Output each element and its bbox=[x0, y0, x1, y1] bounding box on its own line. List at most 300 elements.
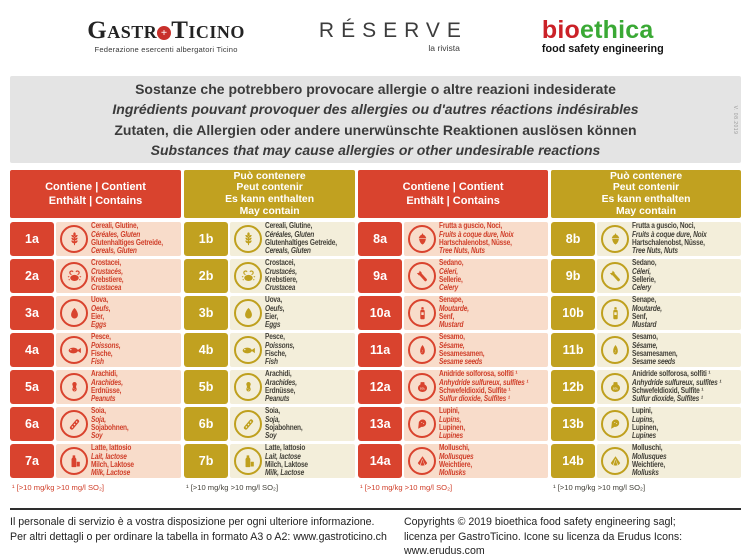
row-badge: 14a bbox=[358, 444, 402, 478]
intro-banner bbox=[10, 76, 741, 163]
mustard-icon bbox=[408, 299, 436, 327]
allergen-names bbox=[265, 333, 339, 367]
row-badge: 5a bbox=[10, 370, 54, 404]
allergen-table bbox=[10, 170, 741, 495]
allergen-name-line: Schwefeldioxid, Sulfite ¹ bbox=[439, 386, 511, 395]
allergen-row-3a bbox=[10, 296, 181, 330]
gastroticino-logo bbox=[87, 18, 245, 54]
allergen-row-12a bbox=[358, 370, 548, 404]
allergen-names bbox=[439, 296, 528, 330]
allergen-row-11a bbox=[358, 333, 548, 367]
allergen-name-line: Arachides, bbox=[91, 377, 123, 387]
contains-header bbox=[10, 170, 181, 218]
allergen-row-3b bbox=[184, 296, 355, 330]
milk-icon bbox=[234, 447, 262, 475]
allergen-name-line: Milk, Lactose bbox=[91, 468, 131, 478]
row-badge: 10a bbox=[358, 296, 402, 330]
row-badge: 6b bbox=[184, 407, 228, 441]
row-badge: 1a bbox=[10, 222, 54, 256]
allergen-name-line: Sesamo, bbox=[439, 333, 465, 342]
allergen-name-line: Fische, bbox=[91, 349, 113, 358]
column-header-line: Es kann enthalten bbox=[225, 194, 315, 205]
row-badge: 11b bbox=[551, 333, 595, 367]
allergen-cell bbox=[230, 259, 355, 293]
soy-icon bbox=[60, 410, 88, 438]
allergen-name-line: Frutta a guscio, Noci, bbox=[439, 222, 503, 231]
allergen-name-line: Milk, Lactose bbox=[265, 468, 305, 478]
allergen-row-8a bbox=[358, 222, 548, 256]
allergen-name-line: Krebstiere, bbox=[91, 275, 124, 284]
row-badge: 3b bbox=[184, 296, 228, 330]
allergen-name-line: Senf, bbox=[439, 312, 455, 321]
allergen-name-line: Sesame seeds bbox=[439, 357, 483, 367]
allergen-cell bbox=[230, 222, 355, 256]
row-badge: 5b bbox=[184, 370, 228, 404]
allergen-row-7a bbox=[10, 444, 181, 478]
allergen-name-line: Soia, bbox=[91, 407, 106, 416]
allergen-name-line: Sésame, bbox=[632, 340, 658, 350]
row-badge: 9b bbox=[551, 259, 595, 293]
allergen-name-line: Lait, lactose bbox=[91, 451, 127, 461]
allergen-names bbox=[91, 222, 165, 256]
column-header-line: May contain bbox=[616, 205, 677, 217]
allergen-name-line: Weichtiere, bbox=[439, 460, 473, 469]
may-contain-header bbox=[551, 170, 741, 218]
allergen-cell bbox=[597, 407, 741, 441]
allergen-names bbox=[91, 444, 165, 478]
bioethica-wordmark bbox=[542, 17, 664, 43]
egg-icon bbox=[234, 299, 262, 327]
footer-left-line2: Per altri dettagli o per ordinare la tabella in formato A3 o A2: www.gastroticino.ch bbox=[10, 530, 387, 543]
column-header-line: Enthält | Contains bbox=[48, 195, 143, 207]
allergen-name-line: Sulfur dioxide, Sulfites ¹ bbox=[439, 394, 510, 404]
row-badge: 1b bbox=[184, 222, 228, 256]
allergen-row-11b bbox=[551, 333, 741, 367]
allergen-name-line: Pesce, bbox=[91, 333, 111, 342]
celery-icon bbox=[408, 262, 436, 290]
allergen-name-line: Senf, bbox=[632, 312, 648, 321]
allergen-name-line: Frutta a guscio, Noci, bbox=[632, 222, 696, 231]
row-badge: 7a bbox=[10, 444, 54, 478]
allergen-names bbox=[91, 407, 165, 441]
allergen-name-line: Cereals, Gluten bbox=[91, 246, 137, 256]
allergen-name-line: Anidride solforosa, solfiti ¹ bbox=[632, 370, 711, 379]
allergen-name-line: Mollusques bbox=[439, 451, 474, 461]
crab-icon bbox=[60, 262, 88, 290]
allergen-name-line: Oeufs, bbox=[265, 303, 285, 313]
allergen-name-line: Cereals, Gluten bbox=[265, 246, 311, 256]
allergen-cell bbox=[404, 222, 548, 256]
allergen-names bbox=[91, 259, 165, 293]
allergen-names bbox=[632, 259, 721, 293]
allergen-cell bbox=[597, 333, 741, 367]
allergen-cell bbox=[404, 444, 548, 478]
allergen-name-line: Latte, lattosio bbox=[265, 444, 306, 453]
allergen-name-line: Anidride solforosa, solfiti ¹ bbox=[439, 370, 518, 379]
allergen-row-5a bbox=[10, 370, 181, 404]
allergen-row-13a bbox=[358, 407, 548, 441]
column-header-line: Contiene | Contient bbox=[402, 181, 504, 193]
allergen-row-8b bbox=[551, 222, 741, 256]
allergen-name-line: Soy bbox=[91, 431, 103, 441]
sulphite-icon bbox=[408, 373, 436, 401]
allergen-cell bbox=[404, 333, 548, 367]
allergen-cell bbox=[597, 444, 741, 478]
allergen-cell bbox=[56, 370, 181, 404]
bioethica-name-bio: bio bbox=[541, 16, 581, 44]
reserve-wordmark: RÉSERVE bbox=[318, 19, 468, 42]
allergen-name-line: Latte, lattosio bbox=[91, 444, 132, 453]
allergen-name-line: Crustacea bbox=[265, 283, 296, 293]
allergen-name-line: Schwefeldioxid, Sulfite ¹ bbox=[632, 386, 704, 395]
allergen-names bbox=[632, 296, 721, 330]
allergen-name-line: Mollusks bbox=[439, 468, 466, 478]
allergen-name-line: Sojabohnen, bbox=[91, 423, 129, 432]
column-header-line: Es kann enthalten bbox=[601, 194, 691, 205]
column-header-line: Enthält | Contains bbox=[406, 195, 500, 207]
allergen-name-line: Cereali, Glutine, bbox=[265, 222, 313, 231]
allergen-name-line: Erdnüsse, bbox=[265, 386, 296, 395]
row-badge: 11a bbox=[358, 333, 402, 367]
allergen-name-line: Sulfur dioxide, Sulfites ¹ bbox=[632, 394, 703, 404]
peanut-icon bbox=[60, 373, 88, 401]
allergen-name-line: Fruits à coque dure, Noix bbox=[632, 229, 707, 239]
allergen-cell bbox=[597, 259, 741, 293]
allergen-cell bbox=[56, 407, 181, 441]
allergen-row-6b bbox=[184, 407, 355, 441]
milk-icon bbox=[60, 447, 88, 475]
row-badge: 2b bbox=[184, 259, 228, 293]
allergen-name-line: Moutarde, bbox=[632, 303, 662, 313]
allergen-row-12b bbox=[551, 370, 741, 404]
row-badge: 4b bbox=[184, 333, 228, 367]
row-badge: 12a bbox=[358, 370, 402, 404]
allergen-name-line: Lupinen, bbox=[632, 423, 659, 432]
allergen-name-line: Lupines bbox=[439, 431, 464, 441]
allergen-name-line: Anhydride sulfureux, sulfites ¹ bbox=[439, 377, 529, 387]
mollusk-icon bbox=[408, 447, 436, 475]
allergen-row-9b bbox=[551, 259, 741, 293]
footer-divider bbox=[10, 508, 741, 510]
allergen-names bbox=[632, 407, 721, 441]
allergen-name-line: Eggs bbox=[91, 320, 107, 330]
footer-left-line1: Il personale di servizio è a vostra disposizione per ogni ulteriore informazione. bbox=[10, 516, 375, 528]
allergen-cell bbox=[597, 296, 741, 330]
nut-icon bbox=[408, 225, 436, 253]
allergen-name-line: Fruits à coque dure, Noix bbox=[439, 229, 514, 239]
version-code: V. 08.2019 bbox=[732, 105, 738, 134]
allergen-name-line: Mollusks bbox=[632, 468, 659, 478]
gastroticino-subtitle: Federazione esercenti albergatori Ticino bbox=[94, 45, 238, 54]
allergen-row-1a bbox=[10, 222, 181, 256]
column-header-line: Peut contenir bbox=[612, 182, 680, 194]
fish-icon bbox=[234, 336, 262, 364]
reserve-logo bbox=[319, 19, 468, 53]
allergen-row-7b bbox=[184, 444, 355, 478]
allergen-names bbox=[632, 333, 721, 367]
allergen-name-line: Peanuts bbox=[265, 394, 290, 404]
allergen-name-line: Lupini, bbox=[632, 407, 653, 416]
allergen-row-2b bbox=[184, 259, 355, 293]
allergen-name-line: Mustard bbox=[439, 320, 464, 330]
allergen-names bbox=[265, 222, 339, 256]
allergen-name-line: Céréales, Gluten bbox=[91, 229, 141, 239]
allergen-cell bbox=[56, 444, 181, 478]
allergen-name-line: Crustacés, bbox=[265, 266, 297, 276]
allergen-names bbox=[439, 370, 528, 404]
allergen-name-line: Soy bbox=[265, 431, 277, 441]
allergen-name-line: Crostacei, bbox=[91, 259, 122, 268]
allergen-cell bbox=[230, 296, 355, 330]
allergen-cell bbox=[230, 370, 355, 404]
footer-right-line2: licenza per GastroTicino. Icone su licenza da Erudus Icons: www.erudus.com bbox=[404, 530, 683, 557]
sulphite-icon bbox=[601, 373, 629, 401]
row-badge: 4a bbox=[10, 333, 54, 367]
allergen-names bbox=[91, 370, 165, 404]
allergen-name-line: Eggs bbox=[265, 320, 281, 330]
bioethica-subtitle: food safety engineering bbox=[541, 43, 664, 55]
allergen-name-line: Soia, bbox=[265, 407, 280, 416]
allergen-name-line: Glutenhaltiges Getreide, bbox=[265, 238, 337, 247]
gastroticino-emblem-icon: + bbox=[157, 26, 171, 40]
row-badge: 10b bbox=[551, 296, 595, 330]
allergen-name-line: Tree Nuts, Nuts bbox=[632, 246, 678, 256]
allergen-name-line: Hartschalenobst, Nüsse, bbox=[439, 238, 512, 247]
allergen-cell bbox=[56, 296, 181, 330]
allergen-name-line: Sedano, bbox=[439, 259, 464, 268]
allergen-name-line: Milch, Laktose bbox=[265, 460, 308, 469]
allergen-name-line: Céréales, Gluten bbox=[265, 229, 315, 239]
may-contain-header bbox=[184, 170, 355, 218]
footer-left bbox=[10, 515, 387, 544]
allergen-name-line: Moutarde, bbox=[439, 303, 470, 313]
lupin-icon bbox=[601, 410, 629, 438]
svg-text:SO₂: SO₂ bbox=[612, 386, 618, 390]
allergen-name-line: Milch, Laktose bbox=[91, 460, 134, 469]
so2-footnote: ¹ [>10 mg/kg >10 mg/l SO₂] bbox=[553, 483, 646, 492]
allergen-name-line: Sellerie, bbox=[632, 275, 656, 284]
allergen-name-line: Sesamo, bbox=[632, 333, 658, 342]
allergen-row-6a bbox=[10, 407, 181, 441]
allergen-name-line: Weichtiere, bbox=[632, 460, 666, 469]
row-badge: 13a bbox=[358, 407, 402, 441]
allergen-row-4b bbox=[184, 333, 355, 367]
allergen-row-1b bbox=[184, 222, 355, 256]
column-header-line: May contain bbox=[239, 205, 300, 217]
allergen-cell bbox=[404, 407, 548, 441]
allergen-name-line: Senape, bbox=[632, 296, 657, 305]
allergen-cell bbox=[404, 259, 548, 293]
allergen-name-line: Arachidi, bbox=[91, 370, 118, 379]
allergen-names bbox=[439, 222, 528, 256]
allergen-names bbox=[632, 370, 721, 404]
allergen-name-line: Anhydride sulfureux, sulfites ¹ bbox=[632, 377, 722, 387]
allergen-cell bbox=[230, 444, 355, 478]
sesame-icon bbox=[408, 336, 436, 364]
allergen-name-line: Lupinen, bbox=[439, 423, 466, 432]
contains-column-right bbox=[358, 170, 548, 495]
allergen-name-line: Celery bbox=[632, 283, 652, 293]
allergen-name-line: Sesamesamen, bbox=[439, 349, 485, 358]
allergen-name-line: Arachidi, bbox=[265, 370, 292, 379]
allergen-name-line: Céleri, bbox=[632, 266, 651, 276]
allergen-name-line: Lupins, bbox=[632, 414, 655, 424]
allergen-cell bbox=[230, 333, 355, 367]
allergen-names bbox=[265, 444, 339, 478]
allergen-name-line: Oeufs, bbox=[91, 303, 111, 313]
allergen-name-line: Arachides, bbox=[265, 377, 297, 387]
allergen-name-line: Senape, bbox=[439, 296, 464, 305]
column-header-line: Può contenere bbox=[609, 170, 683, 182]
allergen-name-line: Lait, lactose bbox=[265, 451, 301, 461]
allergen-name-line: Hartschalenobst, Nüsse, bbox=[632, 238, 705, 247]
allergen-names bbox=[439, 333, 528, 367]
gastroticino-name-left: Gastr bbox=[87, 17, 158, 44]
row-badge: 12b bbox=[551, 370, 595, 404]
svg-text:SO₂: SO₂ bbox=[419, 386, 425, 390]
allergen-row-2a bbox=[10, 259, 181, 293]
allergen-name-line: Eier, bbox=[265, 312, 279, 321]
may-contain-column-left bbox=[184, 170, 355, 495]
footer-right bbox=[404, 515, 751, 559]
allergen-cell bbox=[56, 333, 181, 367]
allergen-row-14b bbox=[551, 444, 741, 478]
allergen-name-line: Sesamesamen, bbox=[632, 349, 678, 358]
row-badge: 3a bbox=[10, 296, 54, 330]
footer-right-line1: Copyrights © 2019 bioethica food safety engineering sagl; bbox=[404, 516, 676, 528]
fish-icon bbox=[60, 336, 88, 364]
allergen-cell bbox=[230, 407, 355, 441]
allergen-name-line: Mustard bbox=[632, 320, 657, 330]
allergen-cell bbox=[56, 259, 181, 293]
allergen-name-line: Molluschi, bbox=[439, 444, 470, 453]
allergen-name-line: Sedano, bbox=[632, 259, 657, 268]
so2-footnote: ¹ [>10 mg/kg >10 mg/l SO₂] bbox=[186, 483, 279, 492]
allergen-names bbox=[632, 222, 721, 256]
may-contain-column-right bbox=[551, 170, 741, 495]
allergen-cell bbox=[404, 296, 548, 330]
allergen-row-13b bbox=[551, 407, 741, 441]
allergen-name-line: Lupins, bbox=[439, 414, 462, 424]
reserve-subtitle: la rivista bbox=[428, 43, 460, 53]
allergen-row-10a bbox=[358, 296, 548, 330]
intro-line-fr: Ingrédients pouvant provoquer des allergies ou d'autres réactions indésirables bbox=[112, 101, 639, 117]
allergen-name-line: Crustacés, bbox=[91, 266, 123, 276]
soy-icon bbox=[234, 410, 262, 438]
allergen-name-line: Krebstiere, bbox=[265, 275, 298, 284]
allergen-name-line: Poissons, bbox=[91, 340, 121, 350]
intro-line-de: Zutaten, die Allergien oder andere unerwünschte Reaktionen auslösen können bbox=[114, 121, 637, 138]
logo-bar bbox=[0, 6, 751, 66]
gastroticino-wordmark bbox=[87, 18, 245, 44]
allergen-names bbox=[91, 333, 165, 367]
allergen-names bbox=[439, 407, 528, 441]
allergen-name-line: Sojabohnen, bbox=[265, 423, 303, 432]
allergen-name-line: Celery bbox=[439, 283, 459, 293]
allergen-name-line: Soja, bbox=[265, 414, 280, 424]
peanut-icon bbox=[234, 373, 262, 401]
allergen-names bbox=[265, 370, 339, 404]
allergen-name-line: Uova, bbox=[265, 296, 283, 305]
allergen-name-line: Tree Nuts, Nuts bbox=[439, 246, 486, 256]
allergen-row-14a bbox=[358, 444, 548, 478]
allergen-name-line: Pesce, bbox=[265, 333, 285, 342]
row-badge: 8a bbox=[358, 222, 402, 256]
allergen-name-line: Sésame, bbox=[439, 340, 465, 350]
allergen-name-line: Uova, bbox=[91, 296, 109, 305]
crab-icon bbox=[234, 262, 262, 290]
row-badge: 14b bbox=[551, 444, 595, 478]
allergen-name-line: Lupini, bbox=[439, 407, 460, 416]
column-header-line: Contiene | Contient bbox=[45, 181, 146, 193]
allergen-name-line: Fish bbox=[265, 357, 278, 367]
nut-icon bbox=[601, 225, 629, 253]
intro-line-en: Substances that may cause allergies or other undesirable reactions bbox=[150, 142, 601, 158]
gastroticino-name-right: Ticino bbox=[171, 17, 245, 44]
allergen-cell bbox=[597, 222, 741, 256]
allergen-name-line: Molluschi, bbox=[632, 444, 663, 453]
intro-line-it: Sostanze che potrebbero provocare allergie o altre reazioni indesiderate bbox=[135, 80, 616, 97]
allergen-row-9a bbox=[358, 259, 548, 293]
allergen-cell bbox=[404, 370, 548, 404]
allergen-name-line: Mollusques bbox=[632, 451, 667, 461]
row-badge: 6a bbox=[10, 407, 54, 441]
bioethica-name-ethica: ethica bbox=[580, 16, 654, 44]
allergen-names bbox=[91, 296, 165, 330]
row-badge: 9a bbox=[358, 259, 402, 293]
row-badge: 13b bbox=[551, 407, 595, 441]
allergen-names bbox=[265, 296, 339, 330]
allergen-name-line: Erdnüsse, bbox=[91, 386, 122, 395]
allergen-name-line: Cereali, Glutine, bbox=[91, 222, 139, 231]
allergen-name-line: Céleri, bbox=[439, 266, 459, 276]
allergen-name-line: Crostacei, bbox=[265, 259, 296, 268]
allergen-name-line: Soja, bbox=[91, 414, 106, 424]
allergen-names bbox=[632, 444, 721, 478]
allergen-row-10b bbox=[551, 296, 741, 330]
wheat-icon bbox=[60, 225, 88, 253]
sesame-icon bbox=[601, 336, 629, 364]
allergen-name-line: Eier, bbox=[91, 312, 105, 321]
allergen-name-line: Fische, bbox=[265, 349, 287, 358]
allergen-name-line: Poissons, bbox=[265, 340, 295, 350]
bioethica-logo bbox=[542, 17, 664, 55]
column-header-line: Peut contenir bbox=[236, 182, 303, 194]
row-badge: 2a bbox=[10, 259, 54, 293]
row-badge: 8b bbox=[551, 222, 595, 256]
allergen-name-line: Peanuts bbox=[91, 394, 116, 404]
allergen-name-line: Crustacea bbox=[91, 283, 122, 293]
allergen-row-5b bbox=[184, 370, 355, 404]
allergen-cell bbox=[597, 370, 741, 404]
mustard-icon bbox=[601, 299, 629, 327]
so2-footnote: ¹ [>10 mg/kg >10 mg/l SO₂] bbox=[12, 483, 105, 492]
mollusk-icon bbox=[601, 447, 629, 475]
egg-icon bbox=[60, 299, 88, 327]
wheat-icon bbox=[234, 225, 262, 253]
contains-column-left bbox=[10, 170, 181, 495]
so2-footnote: ¹ [>10 mg/kg >10 mg/l SO₂] bbox=[360, 483, 453, 492]
allergen-name-line: Fish bbox=[91, 357, 104, 367]
allergen-names bbox=[439, 259, 528, 293]
allergen-row-4a bbox=[10, 333, 181, 367]
column-header-line: Può contenere bbox=[233, 170, 306, 182]
allergen-name-line: Sesame seeds bbox=[632, 357, 676, 367]
allergen-names bbox=[265, 259, 339, 293]
allergen-name-line: Lupines bbox=[632, 431, 657, 441]
lupin-icon bbox=[408, 410, 436, 438]
contains-header bbox=[358, 170, 548, 218]
